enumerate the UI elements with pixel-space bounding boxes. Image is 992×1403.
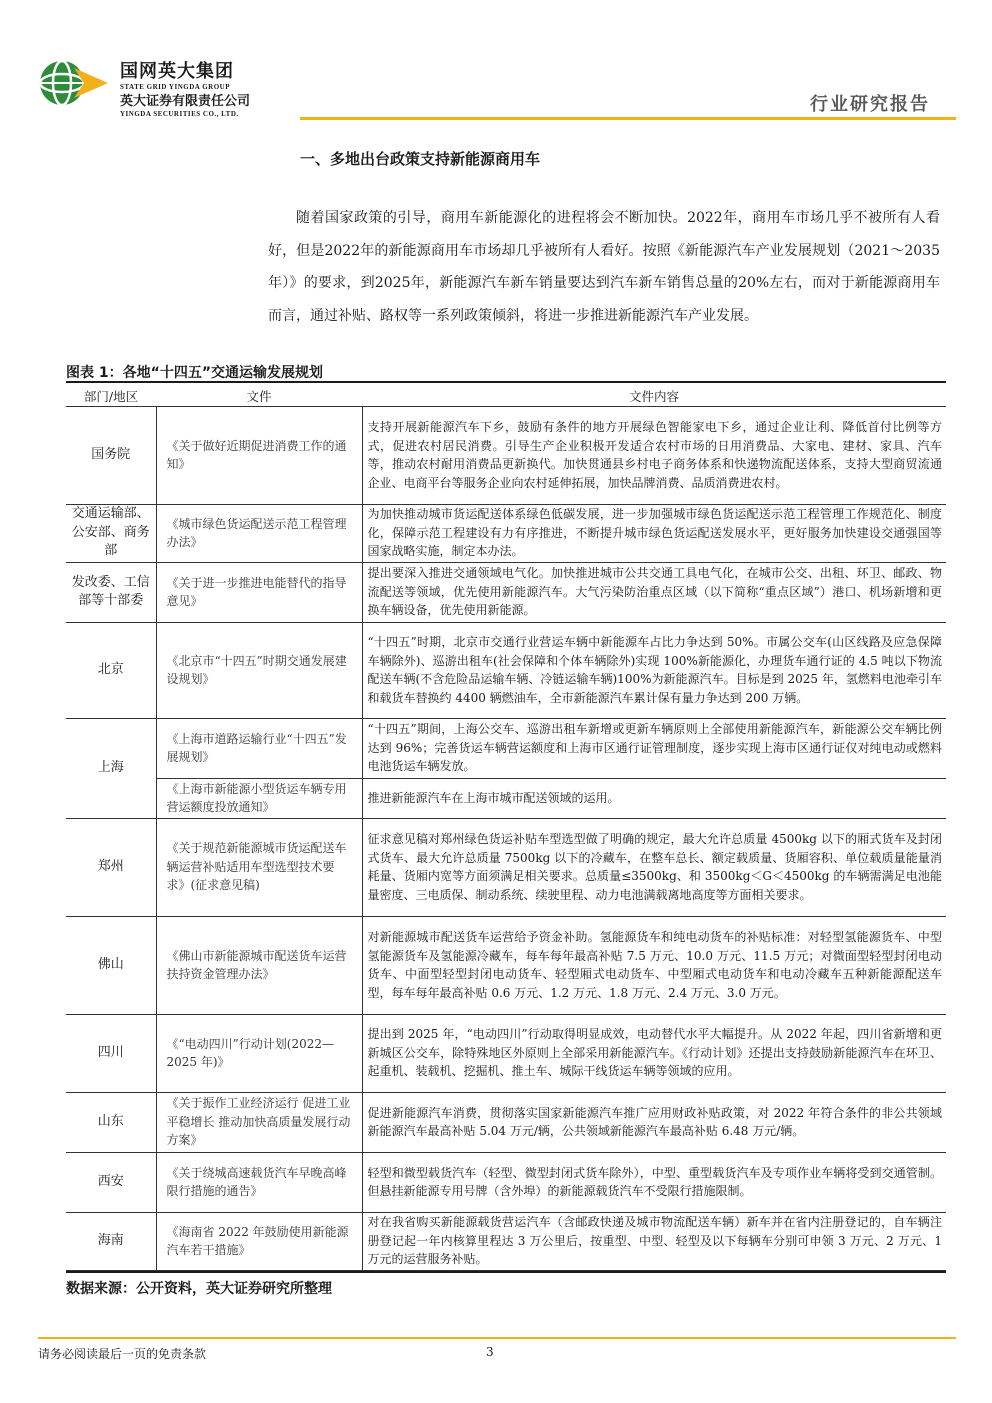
row-content: 对在我省购买新能源载货营运汽车（含邮政快递及城市物流配送车辆）新车并在省内注册登记的，自车辆注册登记起一年内核算里程达 3 万公里后，按重型、中型、轻型及以下每辆车分别可申领 3 万元、2 万元、1 万元的运营服务补贴。 (362, 1212, 946, 1270)
table-row (66, 1212, 946, 1270)
table-row (66, 504, 946, 562)
policy-table (66, 386, 946, 1271)
row-dept: 海南 (66, 1212, 156, 1270)
row-doc: 《关于进一步推进电能替代的指导意见》 (156, 562, 362, 622)
row-content: 轻型和微型载货汽车（轻型、微型封闭式货车除外），中型、重型载货汽车及专项作业车辆将受到交通管制。但悬挂新能源专用号牌（含外埠）的新能源载货汽车不受限行措施限制。 (362, 1152, 946, 1212)
row-content: 支持开展新能源汽车下乡，鼓励有条件的地方开展绿色智能家电下乡，通过企业让利、降低首付比例等方式，促进农村居民消费。引导生产企业积极开发适合农村市场的日用消费品、大家电、建材、家具、汽车等，推动农村耐用消费品更新换代。加快贯通县乡村电子商务体系和快递物流配送体系，支持大型商贸流通企业、电商平台等服务企业向农村延伸拓展，加快品牌消费、品质消费进农村。 (362, 406, 946, 504)
data-source-note: 数据来源：公开资料，英大证券研究所整理 (66, 1281, 332, 1297)
footer-disclaimer: 请务必阅读最后一页的免责条款 (38, 1347, 207, 1361)
row-dept: 佛山 (66, 916, 156, 1014)
row-dept: 发改委、工信部等十部委 (66, 562, 156, 622)
table-row (66, 718, 946, 778)
page-header (38, 58, 956, 120)
table-row (66, 406, 946, 504)
column-header-dept: 部门/地区 (66, 386, 156, 406)
column-header-doc: 文件 (156, 386, 362, 406)
row-dept: 四川 (66, 1014, 156, 1092)
row-dept: 上海 (66, 718, 156, 818)
row-doc: 《上海市道路运输行业“十四五”发展规划》 (156, 718, 362, 778)
row-content: 促进新能源汽车消费，贯彻落实国家新能源汽车推广应用财政补贴政策，对 2022 年符合条件的非公共领域新能源汽车最高补贴 5.04 万元/辆，公共领域新能源汽车最高补贴 6.48 万元/辆。 (362, 1092, 946, 1152)
company-name-en: YINGDA SECURITIES CO., LTD. (120, 110, 239, 118)
table-title: 图表 1：各地“十四五”交通运输发展规划 (66, 365, 324, 381)
table-row (66, 622, 946, 718)
brand-block (120, 62, 250, 119)
table-top-rule (66, 381, 946, 383)
table-row (66, 778, 946, 818)
row-dept: 郑州 (66, 818, 156, 916)
table-row (66, 562, 946, 622)
row-dept: 山东 (66, 1092, 156, 1152)
row-content: 提出到 2025 年，“电动四川”行动取得明显成效，电动替代水平大幅提升。从 2022 年起，四川省新增和更新城区公交车，除特殊地区外原则上全部采用新能源汽车。《行动计划》还提出支持鼓励新能源汽车在环卫、起重机、装载机、挖掘机、推土车、城际干线货运车辆等领域的应用。 (362, 1014, 946, 1092)
row-content: 提出要深入推进交通领域电气化。加快推进城市公共交通工具电气化，在城市公交、出租、环卫、邮政、物流配送等领域，优先使用新能源汽车。大气污染防治重点区域（以下简称“重点区域”）港口、机场新增和更换车辆设备，优先使用新能源。 (362, 562, 946, 622)
table-bottom-rule (66, 1271, 946, 1273)
row-dept: 国务院 (66, 406, 156, 504)
row-content: 为加快推动城市货运配送体系绿色低碳发展，进一步加强城市绿色货运配送示范工程管理工作规范化、制度化，保障示范工程建设有力有序推进，不断提升城市绿色货运配送发展水平，更好服务加快建设交通强国等国家战略实施，制定本办法。 (362, 504, 946, 562)
row-dept: 西安 (66, 1152, 156, 1212)
table-row (66, 916, 946, 1014)
row-doc: 《关于绕城高速载货汽车早晚高峰限行措施的通告》 (156, 1152, 362, 1212)
row-dept: 交通运输部、公安部、商务部 (66, 504, 156, 562)
state-grid-logo-icon (38, 58, 110, 108)
header-divider (300, 117, 956, 120)
row-content: 征求意见稿对郑州绿色货运补贴车型选型做了明确的规定，最大允许总质量 4500kg 以下的厢式货车及封闭式货车、最大允许总质量 7500kg 以下的冷藏车，在整车总长、额定载质量、货厢容积、单位载质量能量消耗量、货厢内宽等方面须满足相关要求。总质量≤3500kg、和 3500kg＜G＜4500kg 的车辆需满足电池能量密度、三电质保、制动系统、续驶里程、动力电池满载离地高度等方面相关要求。 (362, 818, 946, 916)
brand-name-en: STATE GRID YINGDA GROUP (120, 83, 230, 91)
row-content: “十四五”时期，北京市交通行业营运车辆中新能源车占比力争达到 50%。市属公交车(山区线路及应急保障车辆除外)、巡游出租车(社会保障和个体车辆除外)实现 100%新能源化，办理货车通行证的 4.5 吨以下物流配送车辆(不含危险品运输车辆、冷链运输车辆)100%为新能源汽车。目标是到 2025 年，氢燃料电池牵引车和载货车替换约 4400 辆燃油车，全市新能源汽车累计保有量力争达到 200 万辆。 (362, 622, 946, 718)
row-doc: 《关于规范新能源城市货运配送车辆运营补贴适用车型选型技术要求》(征求意见稿) (156, 818, 362, 916)
row-content: 推进新能源汽车在上海市城市配送领域的运用。 (362, 778, 946, 818)
row-doc: 《“电动四川”行动计划(2022—2025 年)》 (156, 1014, 362, 1092)
row-content: 对新能源城市配送货车运营给予资金补助。氢能源货车和纯电动货车的补贴标准：对轻型氢能源货车、中型氢能源货车及氢能源冷藏车，每车每年最高补贴 7.5 万元、10.0 万元、11.5 万元；对微面型轻型封闭电动货车、中面型轻型封闭电动货车、轻型厢式电动货车、中型厢式电动货车和电动冷藏车五种新能源配送车型，每车每年最高补贴 0.6 万元、1.2 万元、1.8 万元、2.4 万元、3.0 万元。 (362, 916, 946, 1014)
section-title: 一、多地出台政策支持新能源商用车 (300, 150, 541, 168)
row-doc: 《北京市“十四五”时期交通发展建设规划》 (156, 622, 362, 718)
footer-divider (38, 1337, 956, 1339)
body-paragraph: 随着国家政策的引导，商用车新能源化的进程将会不断加快。2022年，商用车市场几乎不被所有人看好，但是2022年的新能源商用车市场却几乎被所有人看好。按照《新能源汽车产业发展规划（2021～2035年）》的要求，到2025年，新能源汽车新车销量要达到汽车新车销售总量的20%左右，而对于新能源商用车而言，通过补贴、路权等一系列政策倾斜，将进一步推进新能源汽车产业发展。 (268, 210, 940, 324)
company-name-cn: 英大证券有限责任公司 (120, 94, 251, 109)
table-row (66, 1092, 946, 1152)
row-doc: 《关于做好近期促进消费工作的通知》 (156, 406, 362, 504)
row-doc: 《城市绿色货运配送示范工程管理办法》 (156, 504, 362, 562)
row-content: “十四五”期间，上海公交车、巡游出租车新增或更新车辆原则上全部使用新能源汽车，新能源公交车辆比例达到 96%；完善货运车辆营运额度和上海市区通行证管理制度，逐步实现上海市区通行证仅对纯电动或燃料电池货运车辆发放。 (362, 718, 946, 778)
row-doc: 《佛山市新能源城市配送货车运营扶持资金管理办法》 (156, 916, 362, 1014)
page-number: 3 (486, 1345, 494, 1359)
table-header-row (66, 386, 946, 406)
table-row (66, 1014, 946, 1092)
row-doc: 《上海市新能源小型货运车辆专用营运额度投放通知》 (156, 778, 362, 818)
row-dept: 北京 (66, 622, 156, 718)
table-row (66, 1152, 946, 1212)
table-row (66, 818, 946, 916)
row-doc: 《关于振作工业经济运行 促进工业平稳增长 推动加快高质量发展行动方案》 (156, 1092, 362, 1152)
brand-name-cn: 国网英大集团 (120, 61, 234, 82)
row-doc: 《海南省 2022 年鼓励使用新能源汽车若干措施》 (156, 1212, 362, 1270)
column-header-content: 文件内容 (362, 386, 946, 406)
report-type-label: 行业研究报告 (810, 94, 930, 115)
